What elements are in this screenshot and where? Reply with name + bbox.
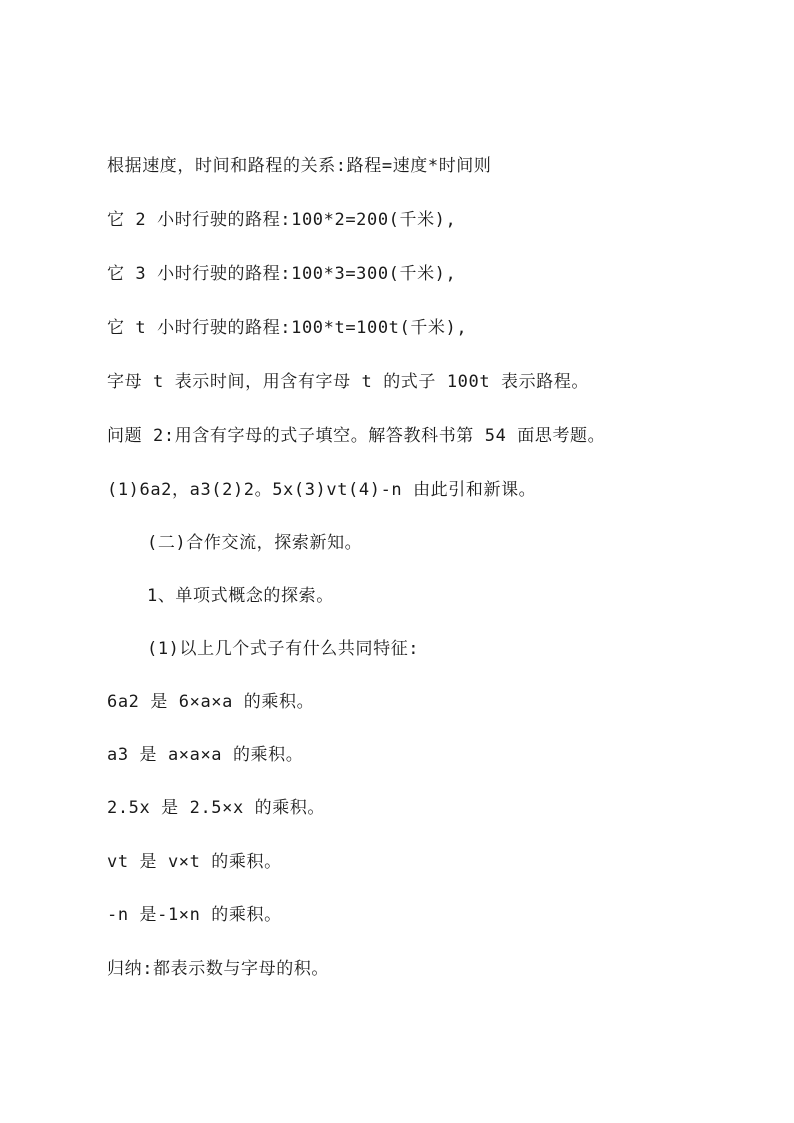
text-line-t-hours: 它 t 小时行驶的路程:100*t=100t(千米), [107,318,468,338]
text-line-letter-t: 字母 t 表示时间，用含有字母 t 的式子 100t 表示路程。 [107,372,590,392]
text-line-speed-time-distance: 根据速度，时间和路程的关系:路程=速度*时间则 [107,156,492,176]
product-line-negative-n: -n 是-1×n 的乘积。 [107,905,282,925]
text-line-answers: (1)6a2，a3(2)2。5x(3)vt(4)-n 由此引和新课。 [107,480,537,500]
summary-line: 归纳:都表示数与字母的积。 [107,959,330,979]
text-line-2-hours: 它 2 小时行驶的路程:100*2=200(千米), [107,210,457,230]
subsection-heading-monomial: 1、单项式概念的探索。 [147,586,334,606]
text-line-question-2: 问题 2:用含有字母的式子填空。解答教科书第 54 面思考题。 [107,426,606,446]
section-heading-cooperation: (二)合作交流，探索新知。 [147,533,363,553]
product-line-2-5x: 2.5x 是 2.5×x 的乘积。 [107,798,326,818]
product-line-vt: vt 是 v×t 的乘积。 [107,852,282,872]
product-line-a3: a3 是 a×a×a 的乘积。 [107,745,304,765]
product-line-6a2: 6a2 是 6×a×a 的乘积。 [107,692,315,712]
text-line-3-hours: 它 3 小时行驶的路程:100*3=300(千米), [107,264,457,284]
question-common-features: (1)以上几个式子有什么共同特征: [147,639,420,659]
